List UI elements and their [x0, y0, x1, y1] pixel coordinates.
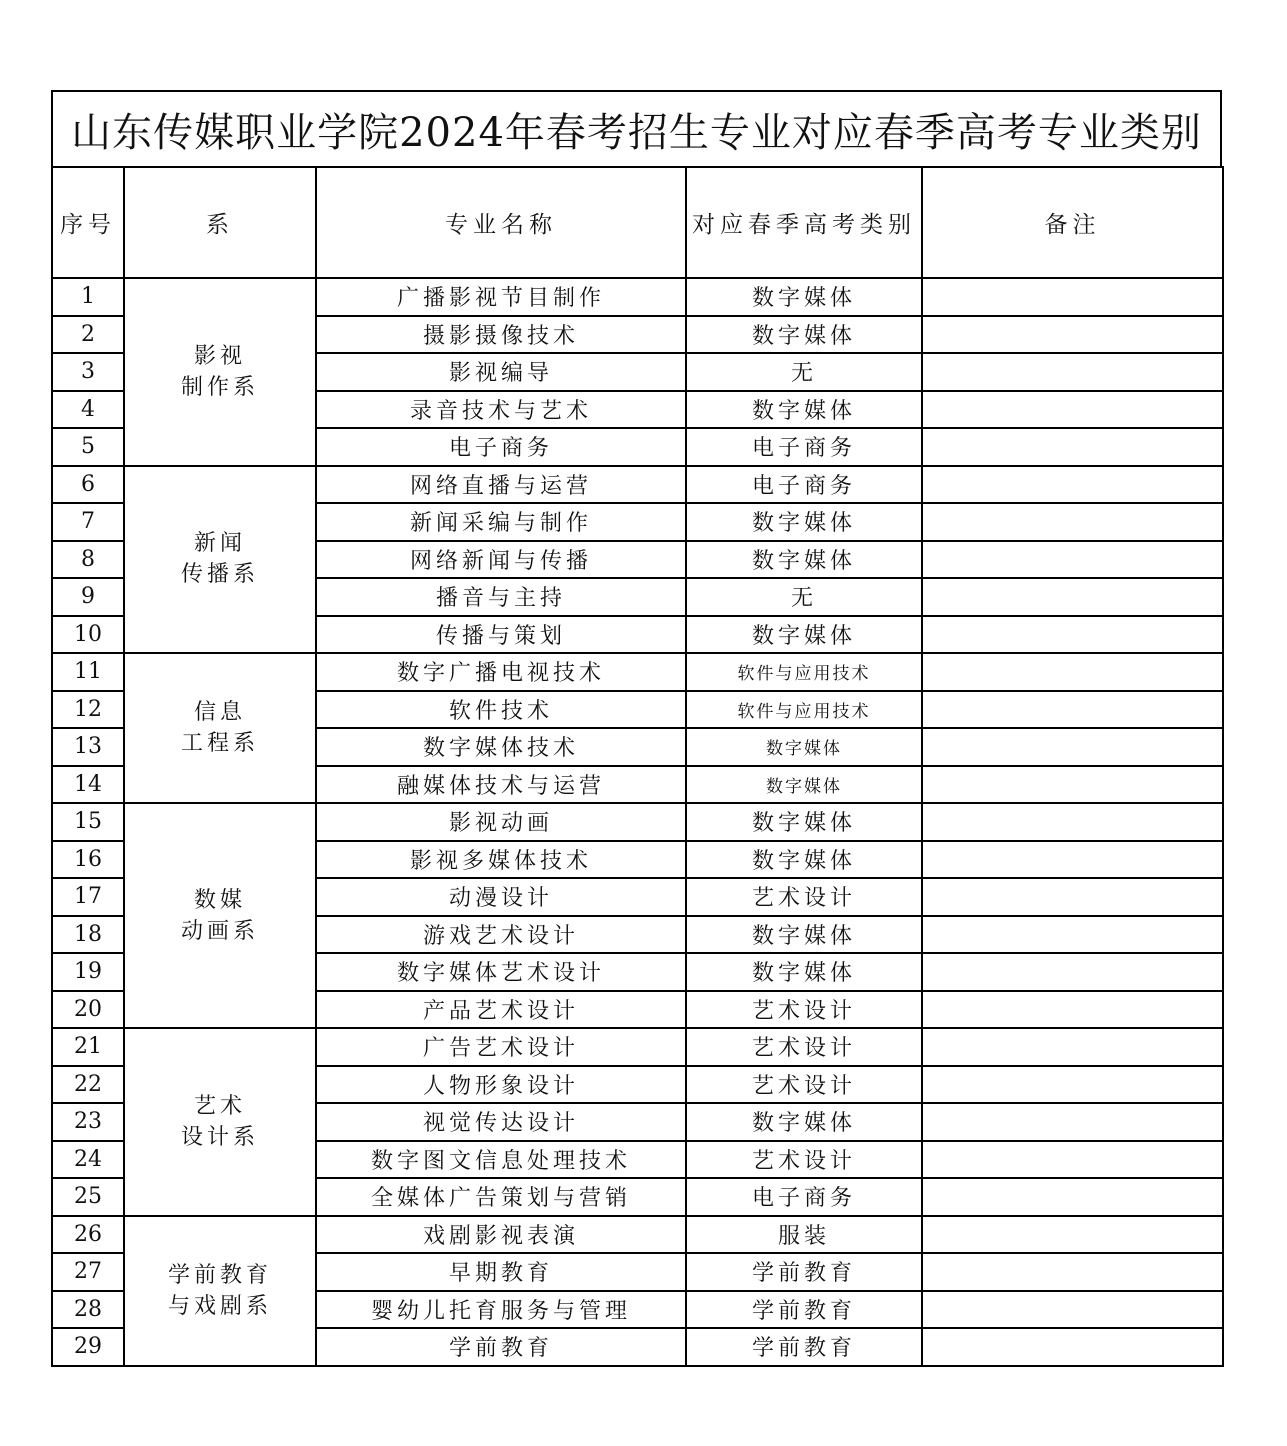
major-name-cell: 数字媒体艺术设计	[316, 953, 686, 991]
major-name-cell: 融媒体技术与运营	[316, 766, 686, 804]
row-index: 23	[52, 1103, 124, 1141]
department-cell: 信息 工程系	[124, 653, 316, 803]
exam-category-cell: 数字媒体	[686, 316, 922, 354]
major-name-cell: 网络新闻与传播	[316, 541, 686, 579]
exam-category-cell: 电子商务	[686, 466, 922, 504]
exam-category-cell: 软件与应用技术	[686, 653, 922, 691]
table-row	[52, 1028, 1223, 1066]
table-body	[52, 278, 1223, 1366]
spreadsheet	[51, 90, 1222, 1367]
remark-cell	[922, 353, 1223, 391]
major-name-cell: 录音技术与艺术	[316, 391, 686, 429]
exam-category-cell: 艺术设计	[686, 1141, 922, 1179]
exam-category-cell: 服装	[686, 1216, 922, 1254]
exam-category-cell: 数字媒体	[686, 766, 922, 804]
table-row	[52, 1216, 1223, 1254]
department-cell: 学前教育 与戏剧系	[124, 1216, 316, 1366]
row-index: 1	[52, 278, 124, 316]
row-index: 15	[52, 803, 124, 841]
remark-cell	[922, 953, 1223, 991]
remark-cell	[922, 1103, 1223, 1141]
exam-category-cell: 无	[686, 353, 922, 391]
major-name-cell: 播音与主持	[316, 578, 686, 616]
remark-cell	[922, 1291, 1223, 1329]
row-index: 21	[52, 1028, 124, 1066]
header-remark: 备注	[922, 167, 1223, 278]
exam-category-cell: 电子商务	[686, 1178, 922, 1216]
remark-cell	[922, 1216, 1223, 1254]
exam-category-cell: 数字媒体	[686, 803, 922, 841]
major-name-cell: 数字图文信息处理技术	[316, 1141, 686, 1179]
major-name-cell: 人物形象设计	[316, 1066, 686, 1104]
majors-table	[51, 166, 1224, 1367]
major-name-cell: 早期教育	[316, 1253, 686, 1291]
remark-cell	[922, 1066, 1223, 1104]
exam-category-cell: 数字媒体	[686, 953, 922, 991]
sheet-title: 山东传媒职业学院2024年春考招生专业对应春季高考专业类别	[51, 90, 1222, 166]
header-category: 对应春季高考类别	[686, 167, 922, 278]
major-name-cell: 网络直播与运营	[316, 466, 686, 504]
row-index: 24	[52, 1141, 124, 1179]
row-index: 12	[52, 691, 124, 729]
department-cell: 艺术 设计系	[124, 1028, 316, 1216]
major-name-cell: 传播与策划	[316, 616, 686, 654]
remark-cell	[922, 766, 1223, 804]
remark-cell	[922, 1141, 1223, 1179]
remark-cell	[922, 316, 1223, 354]
row-index: 29	[52, 1328, 124, 1366]
row-index: 28	[52, 1291, 124, 1329]
table-row	[52, 466, 1223, 504]
major-name-cell: 影视多媒体技术	[316, 841, 686, 879]
department-cell: 影视 制作系	[124, 278, 316, 466]
major-name-cell: 广播影视节目制作	[316, 278, 686, 316]
row-index: 26	[52, 1216, 124, 1254]
row-index: 8	[52, 541, 124, 579]
table-row	[52, 803, 1223, 841]
table-row	[52, 278, 1223, 316]
major-name-cell: 摄影摄像技术	[316, 316, 686, 354]
remark-cell	[922, 1253, 1223, 1291]
remark-cell	[922, 916, 1223, 954]
row-index: 10	[52, 616, 124, 654]
remark-cell	[922, 616, 1223, 654]
major-name-cell: 婴幼儿托育服务与管理	[316, 1291, 686, 1329]
exam-category-cell: 学前教育	[686, 1328, 922, 1366]
row-index: 13	[52, 728, 124, 766]
exam-category-cell: 艺术设计	[686, 1066, 922, 1104]
row-index: 22	[52, 1066, 124, 1104]
remark-cell	[922, 1178, 1223, 1216]
remark-cell	[922, 428, 1223, 466]
exam-category-cell: 数字媒体	[686, 278, 922, 316]
exam-category-cell: 数字媒体	[686, 541, 922, 579]
exam-category-cell: 艺术设计	[686, 1028, 922, 1066]
remark-cell	[922, 803, 1223, 841]
major-name-cell: 影视编导	[316, 353, 686, 391]
remark-cell	[922, 466, 1223, 504]
row-index: 2	[52, 316, 124, 354]
exam-category-cell: 数字媒体	[686, 1103, 922, 1141]
major-name-cell: 电子商务	[316, 428, 686, 466]
row-index: 3	[52, 353, 124, 391]
remark-cell	[922, 503, 1223, 541]
header-major: 专业名称	[316, 167, 686, 278]
exam-category-cell: 数字媒体	[686, 841, 922, 879]
remark-cell	[922, 541, 1223, 579]
remark-cell	[922, 878, 1223, 916]
row-index: 9	[52, 578, 124, 616]
row-index: 5	[52, 428, 124, 466]
major-name-cell: 游戏艺术设计	[316, 916, 686, 954]
row-index: 4	[52, 391, 124, 429]
exam-category-cell: 数字媒体	[686, 616, 922, 654]
row-index: 20	[52, 991, 124, 1029]
major-name-cell: 戏剧影视表演	[316, 1216, 686, 1254]
remark-cell	[922, 1028, 1223, 1066]
major-name-cell: 新闻采编与制作	[316, 503, 686, 541]
exam-category-cell: 电子商务	[686, 428, 922, 466]
major-name-cell: 学前教育	[316, 1328, 686, 1366]
row-index: 19	[52, 953, 124, 991]
header-index: 序号	[52, 167, 124, 278]
major-name-cell: 产品艺术设计	[316, 991, 686, 1029]
exam-category-cell: 艺术设计	[686, 991, 922, 1029]
major-name-cell: 数字媒体技术	[316, 728, 686, 766]
row-index: 14	[52, 766, 124, 804]
row-index: 6	[52, 466, 124, 504]
exam-category-cell: 学前教育	[686, 1291, 922, 1329]
row-index: 11	[52, 653, 124, 691]
table-row	[52, 653, 1223, 691]
remark-cell	[922, 278, 1223, 316]
exam-category-cell: 数字媒体	[686, 391, 922, 429]
remark-cell	[922, 1328, 1223, 1366]
remark-cell	[922, 578, 1223, 616]
row-index: 27	[52, 1253, 124, 1291]
remark-cell	[922, 391, 1223, 429]
exam-category-cell: 数字媒体	[686, 916, 922, 954]
remark-cell	[922, 991, 1223, 1029]
major-name-cell: 软件技术	[316, 691, 686, 729]
row-index: 25	[52, 1178, 124, 1216]
row-index: 7	[52, 503, 124, 541]
exam-category-cell: 软件与应用技术	[686, 691, 922, 729]
department-cell: 新闻 传播系	[124, 466, 316, 654]
major-name-cell: 全媒体广告策划与营销	[316, 1178, 686, 1216]
remark-cell	[922, 653, 1223, 691]
major-name-cell: 视觉传达设计	[316, 1103, 686, 1141]
remark-cell	[922, 841, 1223, 879]
exam-category-cell: 无	[686, 578, 922, 616]
major-name-cell: 广告艺术设计	[316, 1028, 686, 1066]
major-name-cell: 数字广播电视技术	[316, 653, 686, 691]
exam-category-cell: 学前教育	[686, 1253, 922, 1291]
row-index: 18	[52, 916, 124, 954]
department-cell: 数媒 动画系	[124, 803, 316, 1028]
exam-category-cell: 数字媒体	[686, 728, 922, 766]
exam-category-cell: 数字媒体	[686, 503, 922, 541]
major-name-cell: 动漫设计	[316, 878, 686, 916]
header-row	[52, 167, 1223, 278]
row-index: 16	[52, 841, 124, 879]
remark-cell	[922, 691, 1223, 729]
row-index: 17	[52, 878, 124, 916]
exam-category-cell: 艺术设计	[686, 878, 922, 916]
header-department: 系	[124, 167, 316, 278]
remark-cell	[922, 728, 1223, 766]
major-name-cell: 影视动画	[316, 803, 686, 841]
